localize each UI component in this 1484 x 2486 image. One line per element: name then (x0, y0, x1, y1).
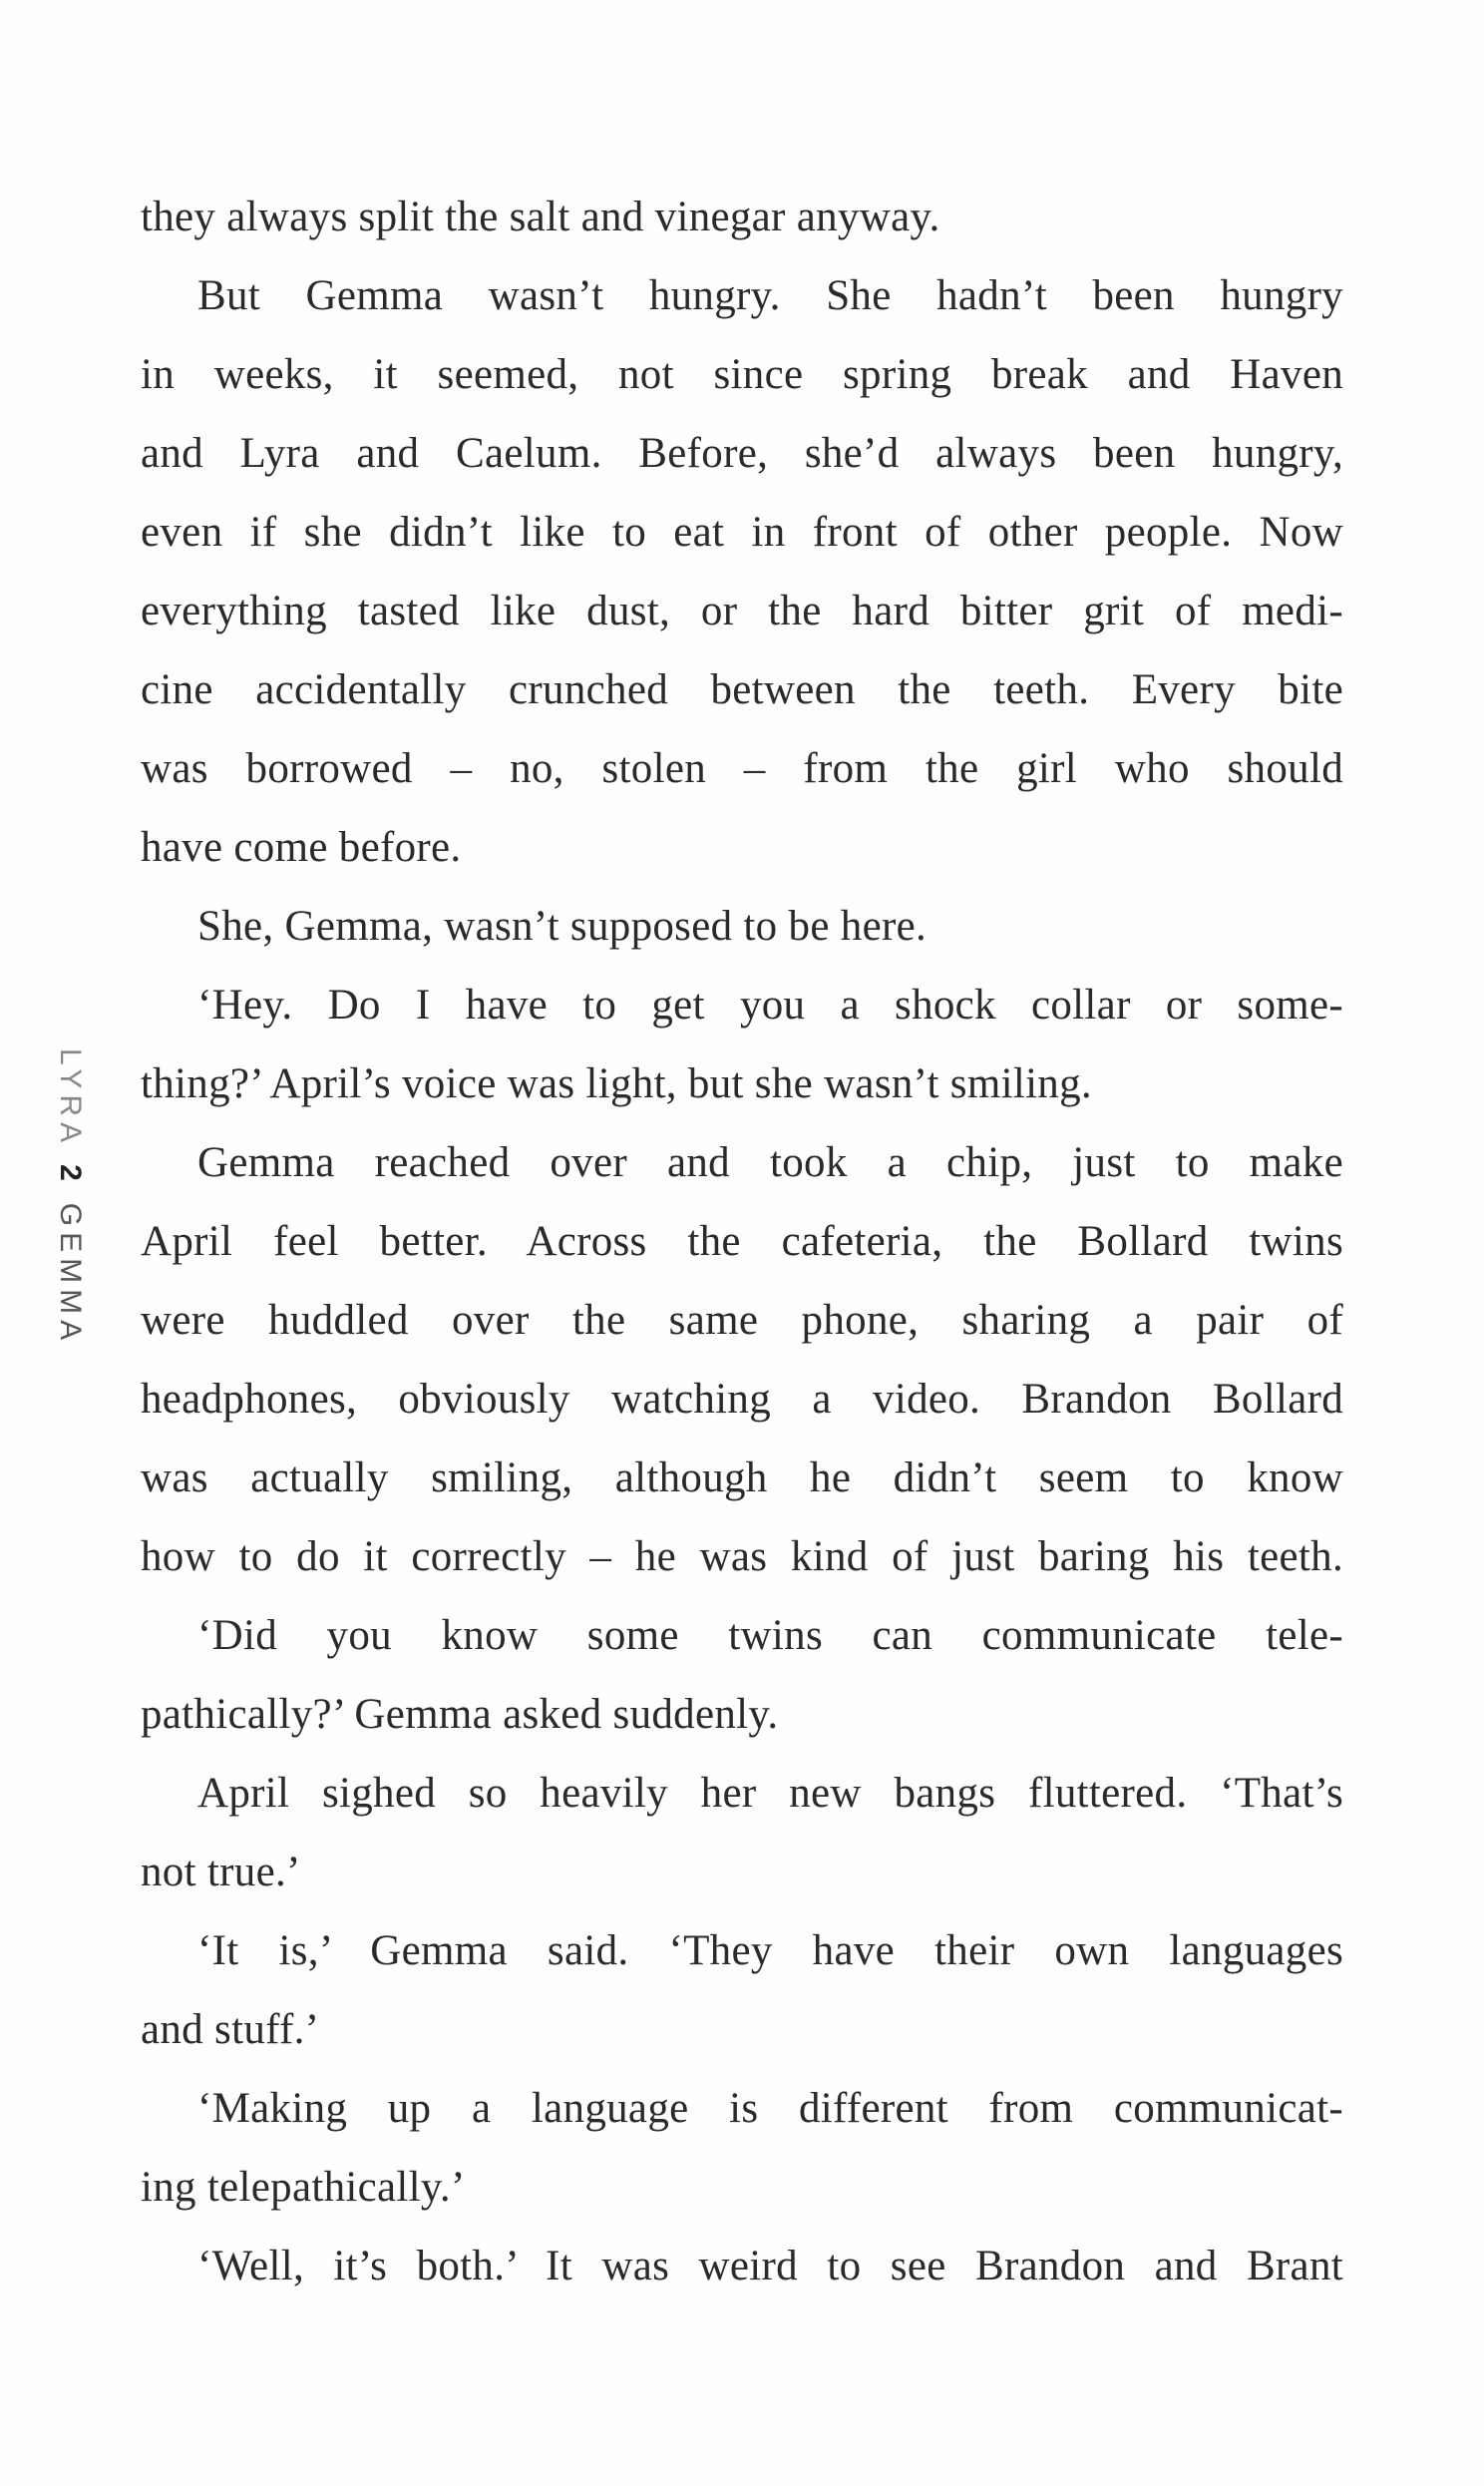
text-line: April feel better. Across the cafeteria, the Bollard twins (141, 1218, 1343, 1265)
running-header-book-title: LYRA (54, 1047, 87, 1149)
page-number: 2 (54, 1164, 87, 1187)
text-line: ‘Hey. Do I have to get you a shock collar or some- (197, 982, 1343, 1029)
text-line: headphones, obviously watching a video. Brandon Bollard (141, 1376, 1343, 1423)
text-line: She, Gemma, wasn’t supposed to be here. (197, 903, 928, 950)
text-line: even if she didn’t like to eat in front of other people. Now (141, 509, 1343, 556)
text-line: But Gemma wasn’t hungry. She hadn’t been hungry (197, 272, 1343, 319)
body-text (141, 178, 1343, 2305)
text-line: ‘It is,’ Gemma said. ‘They have their own languages (197, 1927, 1343, 1974)
text-line: was actually smiling, although he didn’t seem to know (141, 1454, 1343, 1501)
text-line: not true.’ (141, 1849, 301, 1895)
text-line: they always split the salt and vinegar anyway. (141, 194, 940, 240)
text-line: ‘Did you know some twins can communicate tele- (197, 1612, 1343, 1659)
text-line: ing telepathically.’ (141, 2164, 466, 2211)
text-line: cine accidentally crunched between the teeth. Every bite (141, 666, 1343, 713)
text-line: and stuff.’ (141, 2006, 320, 2053)
text-line: ‘Making up a language is different from communicat- (197, 2085, 1343, 2132)
text-line: and Lyra and Caelum. Before, she’d always been hungry, (141, 430, 1343, 477)
running-header (20, 998, 120, 1397)
running-header-chapter: GEMMA (54, 1202, 87, 1347)
text-line: were huddled over the same phone, sharing a pair of (141, 1297, 1343, 1344)
text-line: how to do it correctly – he was kind of just baring his teeth. (141, 1533, 1343, 1580)
text-line: thing?’ April’s voice was light, but she wasn’t smiling. (141, 1060, 1092, 1107)
text-line: pathically?’ Gemma asked suddenly. (141, 1691, 779, 1738)
text-line: in weeks, it seemed, not since spring break and Haven (141, 351, 1343, 398)
text-line: everything tasted like dust, or the hard bitter grit of medi- (141, 588, 1343, 634)
text-line: ‘Well, it’s both.’ It was weird to see Brandon and Brant (197, 2243, 1343, 2289)
text-line: was borrowed – no, stolen – from the girl who should (141, 745, 1343, 792)
text-line: April sighed so heavily her new bangs fluttered. ‘That’s (197, 1770, 1343, 1817)
running-header-text (53, 1048, 87, 1346)
text-line: Gemma reached over and took a chip, just to make (197, 1139, 1343, 1186)
text-line: have come before. (141, 824, 462, 871)
